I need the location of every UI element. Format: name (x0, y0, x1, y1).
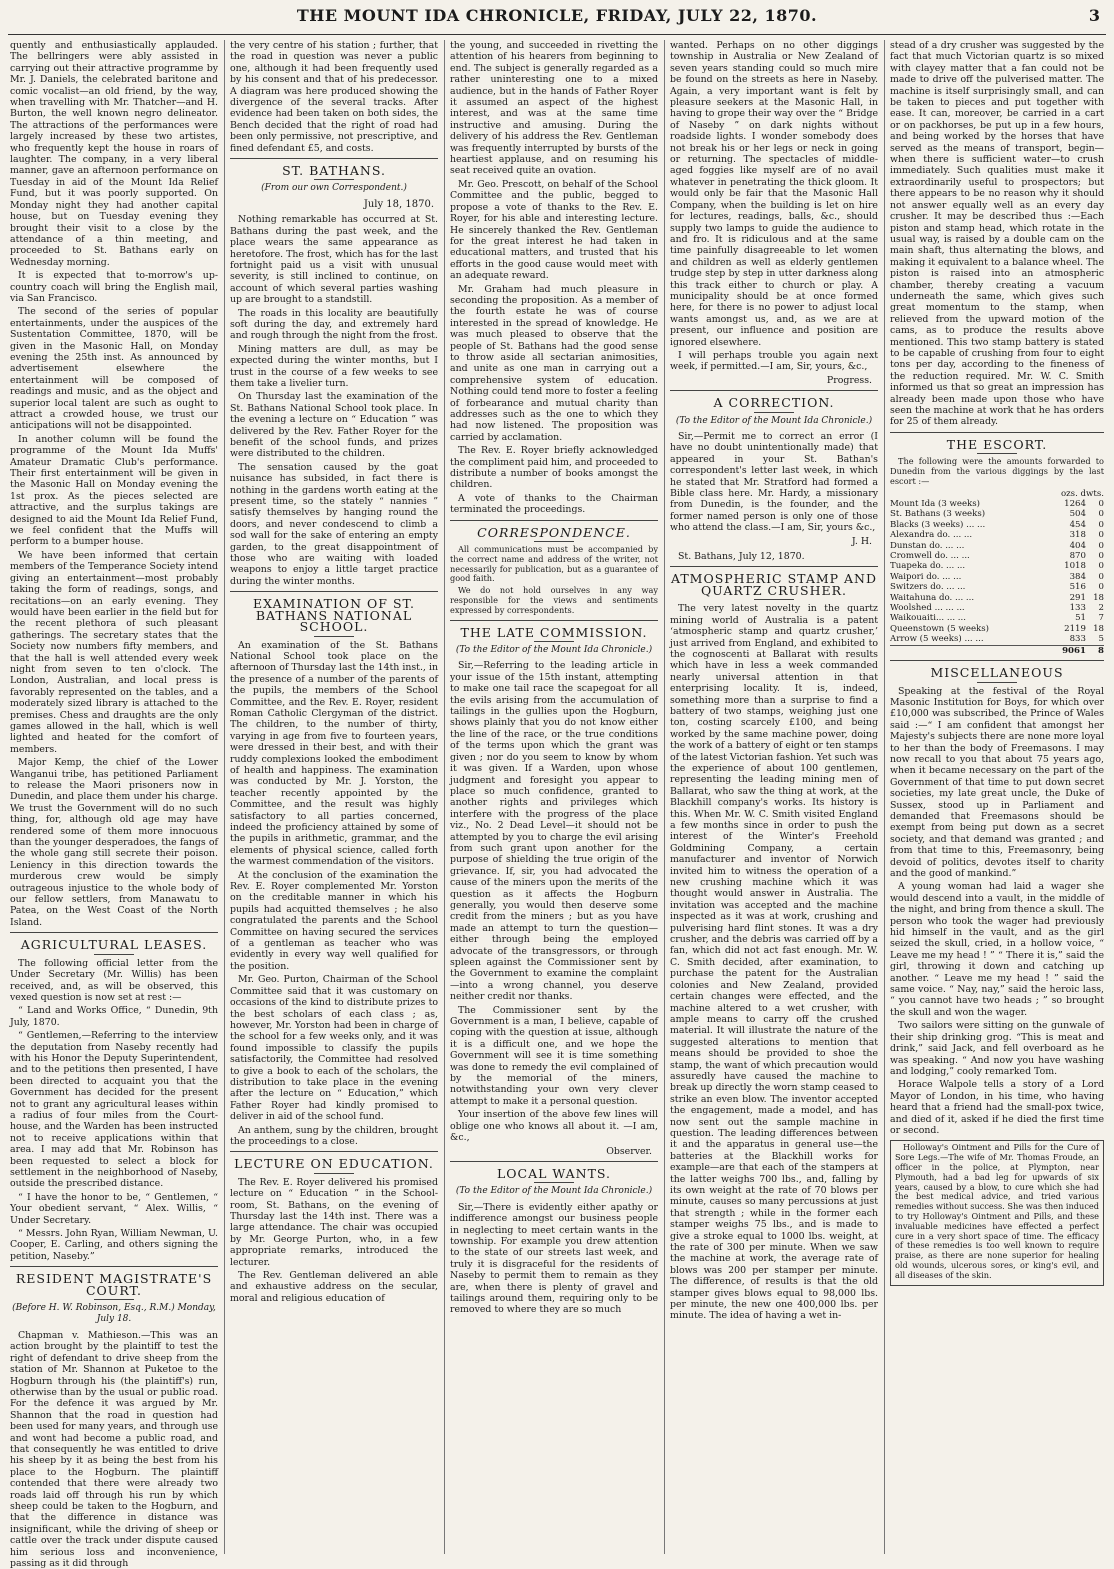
heading-agricultural-leases: AGRICULTURAL LEASES. (20, 937, 208, 953)
section-rule (10, 1266, 218, 1267)
heading-lecture-on-education: LECTURE ON EDUCATION. (234, 1156, 434, 1172)
misc-paragraph: A young woman had laid a wager she would descend into a vault, in the middle of the night, and bring from thence a skull. The person who took the wager had previously hid himself in the vault, and as the girl seized the skull, cried, in a hollow voice, “ Leave me my head ! ” “ There it is,” said the girl, throwing it down and catching up another. “ Leave me my head ! ” said the same voice. “ Nay, nay,” said the heroic lass, “ you cannot have two heads ; ” so brought the skull and won the wager. (890, 881, 1104, 1018)
letter-signature: J. H. (851, 535, 872, 547)
escort-intro: The following were the amounts forwarded to Dunedin from the various diggings by the last escort :— (890, 456, 1104, 486)
heading-rule (534, 641, 574, 642)
escort-dwts: 18 (1093, 623, 1104, 634)
exam-paragraph: An examination of the St. Bathans National School took place on the afternoon of Thursday last the 14th inst., in the presence of a number of the parents of the pupils, the members of the School Committee, and the Rev. E. Royer, resident Roman Catholic Clergyman of the district. The children, to the number of thirty, varying in age from five to fourteen years, were dressed in their best, and with their ruddy complexions looked the embodiment of health and happiness. The examination was conducted by Mr. J. Yorston, the teacher recently appointed by the Committee, and the result was highly satisfactory to all parties concerned, indeed the proficiency attained by some of the pupils in arithmetic, grammar, and the elements of physical science, called forth the warmest commendation of the visitors. (230, 639, 438, 868)
page-number: 3 (1088, 6, 1100, 25)
section-rule (450, 520, 658, 521)
escort-ozs: 1264 (1064, 499, 1086, 510)
heading-rule (94, 954, 134, 955)
lecture-paragraph: The Rev. Gentleman delivered an able and exhaustive address on the secular, moral and religious education of (230, 1270, 438, 1304)
exam-paragraph: An anthem, sung by the children, brought the proceedings to a close. (230, 1124, 438, 1147)
section-rule (670, 390, 878, 391)
column-3 (450, 40, 658, 1554)
escort-place: Dunstan do. ... ... (890, 540, 965, 551)
escort-row (890, 634, 1104, 645)
escort-dwts: 0 (1098, 561, 1104, 572)
escort-dwts: 5 (1098, 634, 1104, 645)
heading-rule (314, 636, 354, 637)
lecture-paragraph: The Rev. E. Royer briefly acknowledged the compliment paid him, and proceeded to distribute a number of books amongst the children. (450, 445, 658, 491)
escort-row (890, 613, 1104, 623)
court-paragraph-continued: the very centre of his station ; further, that the road in question was never a public one, although it had been frequently used by his consent and that of his predecessor. A diagram was here produced showing the divergence of the several tracks. After evidence had been taken on both sides, the Bench decided that the right of road had been only permissive, not prescriptive, and fined defendant £5, and costs. (230, 40, 438, 154)
exam-paragraph: Mr. Geo. Purton, Chairman of the School Committee said that it was customary on occasions of the kind to distribute prizes to the best scholars of each class ; as, however, Mr. Yorston had been in charge of the school for a few weeks only, and it was found impossible to classify the pupils satisfactorily, the Committee had resolved to give a book to each of the scholars, the distribution to take place in the evening after the lecture on “ Education,” which Father Royer had kindly promised to deliver in aid of the school fund. (230, 974, 438, 1123)
escort-ozs: 516 (1069, 582, 1086, 593)
leases-paragraph: “ Messrs. John Ryan, William Newman, U. Cooper, E. Carling, and others signing the petition, Naseby.” (10, 1228, 218, 1262)
leases-paragraph: “ I have the honor to be, “ Gentlemen, “ Your obedient servant, “ Alex. Willis, “ Under Secretary. (10, 1191, 218, 1226)
masthead (0, 0, 1114, 34)
holloway-text: Holloway's Ointment and Pills for the Cure of Sore Legs.—The wife of Mr. Thomas Froude, an officer in the police, at Plympton, near Plymouth, had a bad leg for upwards of six years, caused by a blow, to cure which she had the best medical advice, and tried various remedies without success. She was then induced to try Holloway's Ointment and Pills, and these invaluable medicines have effected a perfect cure in a very short space of time. The efficacy of these remedies is too well known to require praise, as there are none superior for healing old wounds, ulcerous sores, or king's evil, and all diseases of the skin. (895, 1142, 1099, 1280)
escort-total-ozs: 9061 (1045, 645, 1090, 656)
wants-paragraph: I will perhaps trouble you again next week, if permitted.—I am, Sir, yours, &c., (670, 349, 878, 373)
leases-paragraph: The following official letter from the Under Secretary (Mr. Willis) has been received, and, as will be observed, this vexed question is now set at rest :— (10, 957, 218, 1003)
editor-address: (To the Editor of the Mount Ida Chronicle.) (455, 645, 653, 656)
escort-ozs: 51 (1075, 613, 1086, 624)
heading-rule (534, 1182, 574, 1183)
commission-paragraph: Sir,—Referring to the leading article in your issue of the 15th instant, attempting to make one tail race the scapegoat for all the evils arising from the accumulation of tailings in the gullies upon the Hogburn, shows plainly that you do not know either the line of the race, or the true conditions of the terms upon which the grant was given ; nor do you seem to know by whom it was given. If a Warden, upon whose judgment and foresight you appear to place so much confidence, granted to another rights and privileges which interfere with the progress of the place viz., No. 2 Dead Level—it should not be attempted by you to charge the evil arising from such grant upon another for the purpose of shielding the true origin of the grievance. If, sir, you had advocated the cause of the miners upon the merits of the question as it affects the Hogburn generally, you would then deserve some credit from the miners ; but as you have made an attempt to turn the question—either through being the employed advocate of the transgressors, or through spleen against the Commissioner sent by the Government to examine the complaint—into a wrong channel, you deserve neither credit nor thanks. (450, 660, 658, 1003)
escort-row (890, 499, 1104, 509)
editor-address: (To the Editor of the Mount Ida Chronicle.) (455, 1186, 653, 1197)
lecture-paragraph: Mr. Graham had much pleasure in seconding the proposition. As a member of the fourth estate he was of course interested in the spread of knowledge. He was much pleased to observe that the people of St. Bathans had the good sense to throw aside all sectarian animosities, and unite as one man in carrying out a comprehensive system of education. Nothing could tend more to foster a feeling of forbearance and mutual charity than addresses such as the one to which they had now listened. The proposition was carried by acclamation. (450, 283, 658, 443)
escort-row (890, 593, 1104, 603)
escort-place: Cromwell do. ... ... (890, 551, 970, 562)
escort-total-dwts: 8 (1090, 645, 1104, 656)
escort-dwts: 18 (1093, 592, 1104, 603)
editor-address: (To the Editor of the Mount Ida Chronicle.) (675, 415, 873, 426)
escort-place: Woolshed ... ... ... (890, 603, 965, 614)
column-divider (224, 40, 225, 1554)
section-rule (450, 1161, 658, 1162)
section-rule (890, 432, 1104, 433)
heading-rule (314, 1173, 354, 1174)
escort-place: Switzers do. ... ... (890, 582, 966, 593)
letter-signature: Progress. (826, 374, 872, 386)
escort-ozs: 504 (1069, 509, 1086, 520)
escort-row (890, 530, 1104, 540)
heading-school-examination: EXAMINATION OF ST. BATHANS NATIONAL SCHOOL. (253, 596, 415, 635)
escort-ozs: 291 (1069, 592, 1086, 603)
escort-dwts: 0 (1098, 551, 1104, 562)
commission-paragraph: Your insertion of the above few lines will oblige one who knows all about it. —I am, &c., (450, 1109, 658, 1144)
lecture-paragraph: Mr. Geo. Prescott, on behalf of the School Committee and the public, begged to propose a vote of thanks to the Rev. E. Royer, for his able and interesting lecture. He sincerely thanked the Rev. Gentleman for the great interest he had taken in educational matters, and trusted that his efforts in the good cause would meet with an adequate reward. (450, 178, 658, 282)
escort-row (890, 520, 1104, 530)
letter-signature: Observer. (606, 1145, 652, 1157)
escort-ozs: 1018 (1064, 561, 1086, 572)
heading-rule (754, 412, 794, 413)
escort-place: St. Bathans (3 weeks) (890, 509, 986, 520)
court-paragraph: Chapman v. Mathieson.—This was an action brought by the plaintiff to test the right of defendant to drive sheep from the station of Mr. Shannon at Puketoe to the Hogburn through his (the plaintiff's) run, otherwise than by the usual or public road. For the defence it was argued by Mr. Shannon that the road in question had been used for many years, and through use and wont had become a public road, and that consequently he was entitled to drive his sheep by it as being the best from his place to the Hogburn. The plaintiff contended that there were already two roads laid off through his run by which sheep could be taken to the Hogburn, and that the difference in distance was insignificant, while the driving of sheep or cattle over the track under dispute caused him serious loss and inconvenience, passing as it did through (10, 1329, 218, 1569)
lecture-paragraph: A vote of thanks to the Chairman terminated the proceedings. (450, 492, 658, 516)
wants-paragraph-continued: wanted. Perhaps on no other diggings township in Australia or New Zealand of seven years standing could so much mire be found on the streets as here in Naseby. Again, a very important want is felt by pleasure seekers at the Masonic Hall, in having to grope their way over the “ Bridge of Naseby ” on dark nights without roadside lights. I wonder somebody does not break his or her legs or neck in going or returning. The spectacles of middle-aged foggies like myself are of no avail whatever in penetrating the thick gloom. It would only be fair that the Masonic Hall Company, when the building is let on hire for lectures, readings, balls, &c., should supply two lamps to guide the audience to and fro. It is ridiculous and at the same time painfully disagreeable to let women and children as well as elderly gentlemen trudge step by step in utter darkness along this track either to church or play. A municipality should be at once formed here, for there is no power to adjust local wants amongst us, and, as we are at present, our influence and position are ignored elsewhere. (670, 40, 878, 348)
masthead-rule (8, 34, 1106, 35)
correction-paragraph: Sir,—Permit me to correct an error (I have no doubt unintentionally made) that appeared in your St. Bathan's correspondent's letter last week, in which he stated that Mr. Stratford had formed a Bible class here. Mr. Hardy, a missionary from Dunedin, is the founder, and the former named person is only one of those who attend the class.—I am, Sir, yours &c., (670, 431, 878, 534)
escort-ozs: 133 (1069, 603, 1086, 614)
heading-atmospheric-stamp: ATMOSPHERIC STAMP AND QUARTZ CRUSHER. (670, 571, 878, 598)
heading-rule (977, 453, 1017, 454)
escort-ozs: 384 (1069, 571, 1086, 582)
bathans-paragraph: Nothing remarkable has occurred at St. Bathans during the past week, and the place wears the same appearance as heretofore. The frost, which has for the last fortnight paid us a visit with unusual severity, is still inclined to continue, on account of which several parties washing up are brought to a standstill. (230, 214, 438, 306)
leases-paragraph: “ Gentlemen,—Referring to the interview the deputation from Naseby recently had with his Honor the Deputy Superintendent, and to the petitions then presented, I have been directed to acquaint you that the Government has decided for the present not to grant any agricultural leases within a radius of four miles from the Court-house, and the Warden has been instructed not to receive applications within that area. I may add that Mr. Robinson has been requested to select a block for settlement in the neighborhood of Naseby, outside the prescribed distance. (10, 1030, 218, 1190)
escort-place: Waitahuna do. ... ... (890, 592, 975, 603)
misc-paragraph: Speaking at the festival of the Royal Masonic Institution for Boys, for which over £10,000 was subscribed, the Prince of Wales said :—“ I am confident that amongst her Majesty's subjects there are none more loyal to her than the body of Freemasons. I may now recall to you that about 75 years ago, when it became necessary on the part of the Government of that time to put down secret societies, my late great uncle, the Duke of Sussex, stood up in Parliament and demanded that Freemasons should be exempt from being put down as a secret society, and that demand was granted ; and from that time to this, Freemasonry, being devoid of politics, devotes itself to charity and the good of mankind.” (890, 685, 1104, 880)
escort-place: Queenstown (5 weeks) (890, 623, 989, 634)
escort-row (890, 509, 1104, 519)
escort-row (890, 551, 1104, 561)
heading-a-correction: A CORRECTION. (713, 395, 835, 411)
correspondent-note: (From our own Correspondent.) (261, 183, 407, 194)
heading-rule (314, 179, 354, 180)
escort-dwts: 0 (1098, 519, 1104, 530)
escort-ozs: 870 (1069, 551, 1086, 562)
crusher-paragraph: The very latest novelty in the quartz mining world of Australia is a patent ‘atmospheric stamp and quartz crusher,’ just arrived from England, and exhibited to the cognoscenti at Ballarat with results which have in less a week commanded nearly universal attention in that enterprising locality. It is, indeed, something more than a surprise to find a battery of two stamps, weighing just one ton, costing scarcely £100, and being worked by the same machine power, doing the work of a battery of eight or ten stamps of the latest Victorian fashion. Yet such was the experience of about 100 gentlemen, representing the leading mining men of Ballarat, who saw the thing at work, at the Blackhill company's works. Its history is this. When Mr. W. C. Smith visited England a few months since in order to push the interest of the Winter's Freehold Goldmining Company, a certain manufacturer and inventor of Norwich invited him to witness the operation of a new crushing machine which it was thought would answer in Australia. The invitation was accepted and the machine inspected as it was at work, crushing and pulverising hard flint stones. It was a dry crusher, and the debris was carried off by a fan, which did not act fast enough. Mr. W. C. Smith decided, after examination, to purchase the patent for the Australian colonies and New Zealand, provided certain changes were effected, and the machine altered to a wet crusher, with ample means to carry off the crushed material. It will illustrate the nature of the suggested alterations to mention that means should be provided to shoe the stamp, the want of which precaution would assuredly have caused the machine to break up directly the worn stamp ceased to strike an even blow. The inventor accepted the engagement, made a model, and has now sent out the sample machine in question. The leading differences between it and the apparatus in general use—the batteries at the Blackhill works for example—are that each of the stampers at the latter weighs 700 lbs., and, falling by its own weight at the rate of 70 blows per minute, causes so many percussions at just that strength ; while in the former each stamper weighs 75 lbs., and is made to give a stroke equal to 1000 lbs. weight, at the rate of 300 per minute. When we saw the machine at work, the average rate of blows was 200 per stamper per minute. The difference, of results is that the old stamper gives blows equal to 98,000 lbs. per minute, the new one 400,000 lbs. per minute. The idea of having a wet in- (670, 603, 879, 1322)
section-rule (230, 158, 438, 159)
heading-rule (534, 541, 574, 542)
escort-table (890, 489, 1104, 657)
newspaper-title: THE MOUNT IDA CHRONICLE, FRIDAY, JULY 22, 1870. (296, 6, 818, 25)
section-rule (230, 591, 438, 592)
lecture-paragraph: The Rev. E. Royer delivered his promised lecture on “ Education ” in the School-room, St. Bathans, on the evening of Thursday last the 14th inst. There was a large attendance. The chair was occupied by Mr. George Purton, who, in a few appropriate remarks, introduced the lecturer. (230, 1176, 438, 1268)
dateline: July 18, 1870. (363, 198, 434, 210)
escort-row (890, 541, 1104, 551)
column-1 (10, 40, 218, 1569)
correction-dateline: St. Bathans, July 12, 1870. (678, 551, 805, 563)
escort-place: Arrow (5 weeks) ... ... (890, 634, 984, 645)
heading-rule (754, 599, 794, 600)
local-news-paragraph: quently and enthusiastically applauded. The bellringers were ably assisted in carrying out their attractive programme by Mr. J. Daniels, the celebrated baritone and comic vocalist—an old friend, by the way, when travelling with Mr. Thatcher—and H. Burton, the well known negro delineator. The attractions of the performances were largely increased by these two artistes, who frequently kept the house in roars of laughter. The company, in a very liberal manner, gave an afternoon performance on Tuesday in aid of the Mount Ida Relief Fund, but it was poorly supported. On Monday night they had another capital house, but on Tuesday evening they brought their visit to a close by the attendance of a thin meeting, and proceeded to St. Bathans early on Wednesday morning. (10, 40, 218, 268)
escort-units-header: ozs. dwts. (1060, 488, 1104, 499)
column-5 (890, 40, 1104, 1554)
escort-row (890, 624, 1104, 634)
local-news-paragraph: Major Kemp, the chief of the Lower Wanganui tribe, has petitioned Parliament to release the Maori prisoners now in Dunedin, and place them under his charge. We trust the Government will do no such thing, for, although old age may have rendered some of them more innocuous than the younger desperadoes, the fangs of the whole gang still secrete their poison. Leniency in this direction towards the murderous crew would be simply outrageous injustice to the whole body of our fellow settlers, from Manawatu to Patea, on the West Coast of the North Island. (10, 757, 218, 928)
escort-place: Blacks (3 weeks) ... ... (890, 519, 986, 530)
escort-dwts: 0 (1098, 530, 1104, 541)
column-divider (884, 40, 885, 1554)
column-2 (230, 40, 438, 1554)
bathans-paragraph: Mining matters are dull, as may be expected during the winter months, but I trust in the course of a few weeks to see them take a livelier turn. (230, 343, 438, 389)
heading-correspondence: CORRESPONDENCE. (477, 524, 631, 540)
escort-dwts: 0 (1098, 582, 1104, 593)
lecture-paragraph-continued: the young, and succeeded in rivetting the attention of his hearers from beginning to end. The subject is generally regarded as a rather uninteresting one to a mixed audience, but in the hands of Father Royer it assumed an aspect of the highest interest, and was at the same time instructive and amusing. During the delivery of his address the Rev. Gentleman was frequently interrupted by bursts of the heartiest applause, and on resuming his seat received quite an ovation. (450, 40, 658, 177)
escort-dwts: 2 (1098, 603, 1104, 614)
section-rule (890, 660, 1104, 661)
escort-row (890, 572, 1104, 582)
escort-table-header (890, 489, 1104, 499)
escort-dwts: 7 (1098, 613, 1104, 624)
escort-place: Mount Ida (3 weeks) (890, 499, 981, 510)
crusher-paragraph-continued: stead of a dry crusher was suggested by the fact that much Victorian quartz is so mixed with clayey matter that a fan could not be made to drive off the pulverised matter. The machine is itself surprisingly small, and can be taken to pieces and put together with ease. It can, moreover, be carried in a cart or on packhorses, be put up in a few hours, and being worked by the horses that have served as the means of transport, begin—when there is sufficient water—to crush immediately. Such qualities must make it extraordinarily useful to prospectors; but there appears to be no reason why it should not answer equally well as an every day crusher. It may be described thus :—Each piston and stamp head, which rotate in the usual way, is raised by a double cam on the main shaft, thus alternating the blows, and making it equivalent to a balance wheel. The piston is raised into an atmospheric chamber, thereby creating a vacuum underneath the same, which gives such great momentum to the stamp, when relieved from the upward motion of the cams, as to produce the results above mentioned. This two stamp battery is stated to be capable of crushing from four to eight tons per day, according to the fineness of the reduction required. Mr. W. C. Smith informed us that so great an impression has already been made upon those who have seen the machine at work that he has orders for 25 of them already. (890, 40, 1104, 428)
correspondence-note: We do not hold ourselves in any way responsible for the views and sentiments expressed by correspondents. (450, 585, 658, 615)
heading-local-wants: LOCAL WANTS. (496, 1165, 612, 1181)
local-news-paragraph: We have been informed that certain members of the Temperance Society intend giving an entertainment—most probably taking the form of readings, songs, and recitations—on an early evening. They would have been earlier in the field but for the recent plethora of such pleasant gatherings. The secretary states that the Society now numbers fifty members, and that the hall is well attended every week night from seven to ten o'clock. The London, Australian, and local press is favorably represented on the tables, and a moderately sized library is attached to the premises. Chess and draughts are the only games allowed in the hall, which is well lighted and heated for the comfort of members. (10, 549, 218, 755)
heading-rule (977, 682, 1017, 683)
column-divider (664, 40, 665, 1554)
column-divider (444, 40, 445, 1554)
escort-dwts: 0 (1098, 540, 1104, 551)
escort-place: Alexandra do. ... ... (890, 530, 973, 541)
column-4 (670, 40, 878, 1554)
heading-the-escort: THE ESCORT. (946, 436, 1048, 452)
escort-dwts: 0 (1098, 509, 1104, 520)
bathans-paragraph: The sensation caused by the goat nuisance has subsided, in fact there is nothing in the gardens worth eating at the present time, so the stately “ nannies ” satisfy themselves by hanging round the doors, and never condescend to climb a sod wall for the sake of entering an empty garden, to the great disappointment of those who are waiting with loaded weapons to enjoy a little target practice during the winter months. (230, 461, 438, 587)
heading-st-bathans: ST. BATHANS. (282, 163, 386, 179)
local-news-paragraph: In another column will be found the programme of the Mount Ida Muffs' Amateur Dramatic Club's performance. Their first entertainment will be given in the Masonic Hall on Monday evening the 1st prox. As the pieces selected are attractive, and the surplus takings are designed to aid the Mount Ida Relief Fund, we feel confident that the Muffs will perform to a bumper house. (10, 433, 218, 548)
escort-row (890, 582, 1104, 592)
escort-place: Waikouaiti... ... ... (890, 613, 966, 624)
heading-rule (94, 1299, 134, 1300)
heading-miscellaneous: MISCELLANEOUS (930, 665, 1064, 681)
escort-ozs: 833 (1069, 634, 1086, 645)
leases-paragraph: “ Land and Works Office, “ Dunedin, 9th July, 1870. (10, 1005, 218, 1028)
escort-dwts: 0 (1098, 571, 1104, 582)
holloway-advertisement (890, 1140, 1104, 1285)
escort-total-row (890, 645, 1104, 656)
escort-ozs: 404 (1069, 540, 1086, 551)
escort-place: Tuapeka do. ... ... (890, 561, 966, 572)
misc-paragraph: Two sailors were sitting on the gunwale of their ship drinking grog. “This is meat and drink,” said Jack, and fell overboard as he was speaking. “ And now you have washing and lodging,” cooly remarked Tom. (890, 1020, 1104, 1077)
commission-paragraph: The Commissioner sent by the Government is a man, I believe, capable of coping with the question at issue, although it is a difficult one, and we hope the Government will see it is time something was done to remedy the evil complained of by the memorial of the miners, notwithstanding your own very clever attempt to make it a personal question. (450, 1004, 658, 1107)
section-rule (230, 1151, 438, 1152)
escort-row (890, 561, 1104, 571)
heading-late-commission: THE LATE COMMISSION. (460, 624, 648, 640)
section-rule (670, 566, 878, 567)
heading-magistrates-court: RESIDENT MAGISTRATE'S COURT. (15, 1271, 213, 1298)
local-news-paragraph: It is expected that to-morrow's up-country coach will bring the English mail, via San Francisco. (10, 270, 218, 304)
local-news-paragraph: The second of the series of popular entertainments, under the auspices of the Sustentation Committee, 1870, will be given in the Masonic Hall, on Monday evening the 25th inst. As announced by advertisement elsewhere the entertainment will be composed of readings and music, and as the object and superior local talent are such as ought to attract a crowded house, we trust our anticipations will not be disappointed. (10, 306, 218, 432)
misc-paragraph: Horace Walpole tells a story of a Lord Mayor of London, in his time, who having heard that a friend had the small-pox twice, and died of it, asked if he died the first time or second. (890, 1079, 1104, 1136)
section-rule (450, 620, 658, 621)
escort-row (890, 603, 1104, 613)
bathans-paragraph: On Thursday last the examination of the St. Bathans National School took place. In the evening a lecture on “ Education ” was delivered by the Rev. Father Royer for the benefit of the school funds, and prizes were distributed to the children. (230, 391, 438, 460)
wants-paragraph: Sir,—There is evidently either apathy or indifference amongst our business people in neglecting to meet certain wants in the township. For example you drew attention to the state of our streets last week, and truly it is disgraceful for the residents of Naseby to permit them to remain as they are, when there is plenty of gravel and tailings around them, requiring only to be removed to where they are so much (450, 1201, 658, 1316)
correspondence-note: All communications must be accompanied by the correct name and address of the writer, not necessarily for publication, but as a guarantee of good faith. (450, 544, 658, 584)
escort-place: Waipori do. ... ... (890, 571, 962, 582)
escort-ozs: 318 (1069, 530, 1086, 541)
escort-dwts: 0 (1098, 499, 1104, 510)
exam-paragraph: At the conclusion of the examination the Rev. E. Royer complemented Mr. Yorston on the creditable manner in which his pupils had acquitted themselves ; he also congratulated the parents and the School Committee on having secured the services of a gentleman as teacher who was evidently in every way well qualified for the position. (230, 869, 438, 972)
court-subheading: (Before H. W. Robinson, Esq., R.M.) Monday, July 18. (12, 1303, 216, 1325)
section-rule (10, 932, 218, 933)
escort-ozs: 2119 (1064, 623, 1086, 634)
bathans-paragraph: The roads in this locality are beautifully soft during the day, and extremely hard and rough through the night from the frost. (230, 307, 438, 342)
escort-ozs: 454 (1069, 519, 1086, 530)
